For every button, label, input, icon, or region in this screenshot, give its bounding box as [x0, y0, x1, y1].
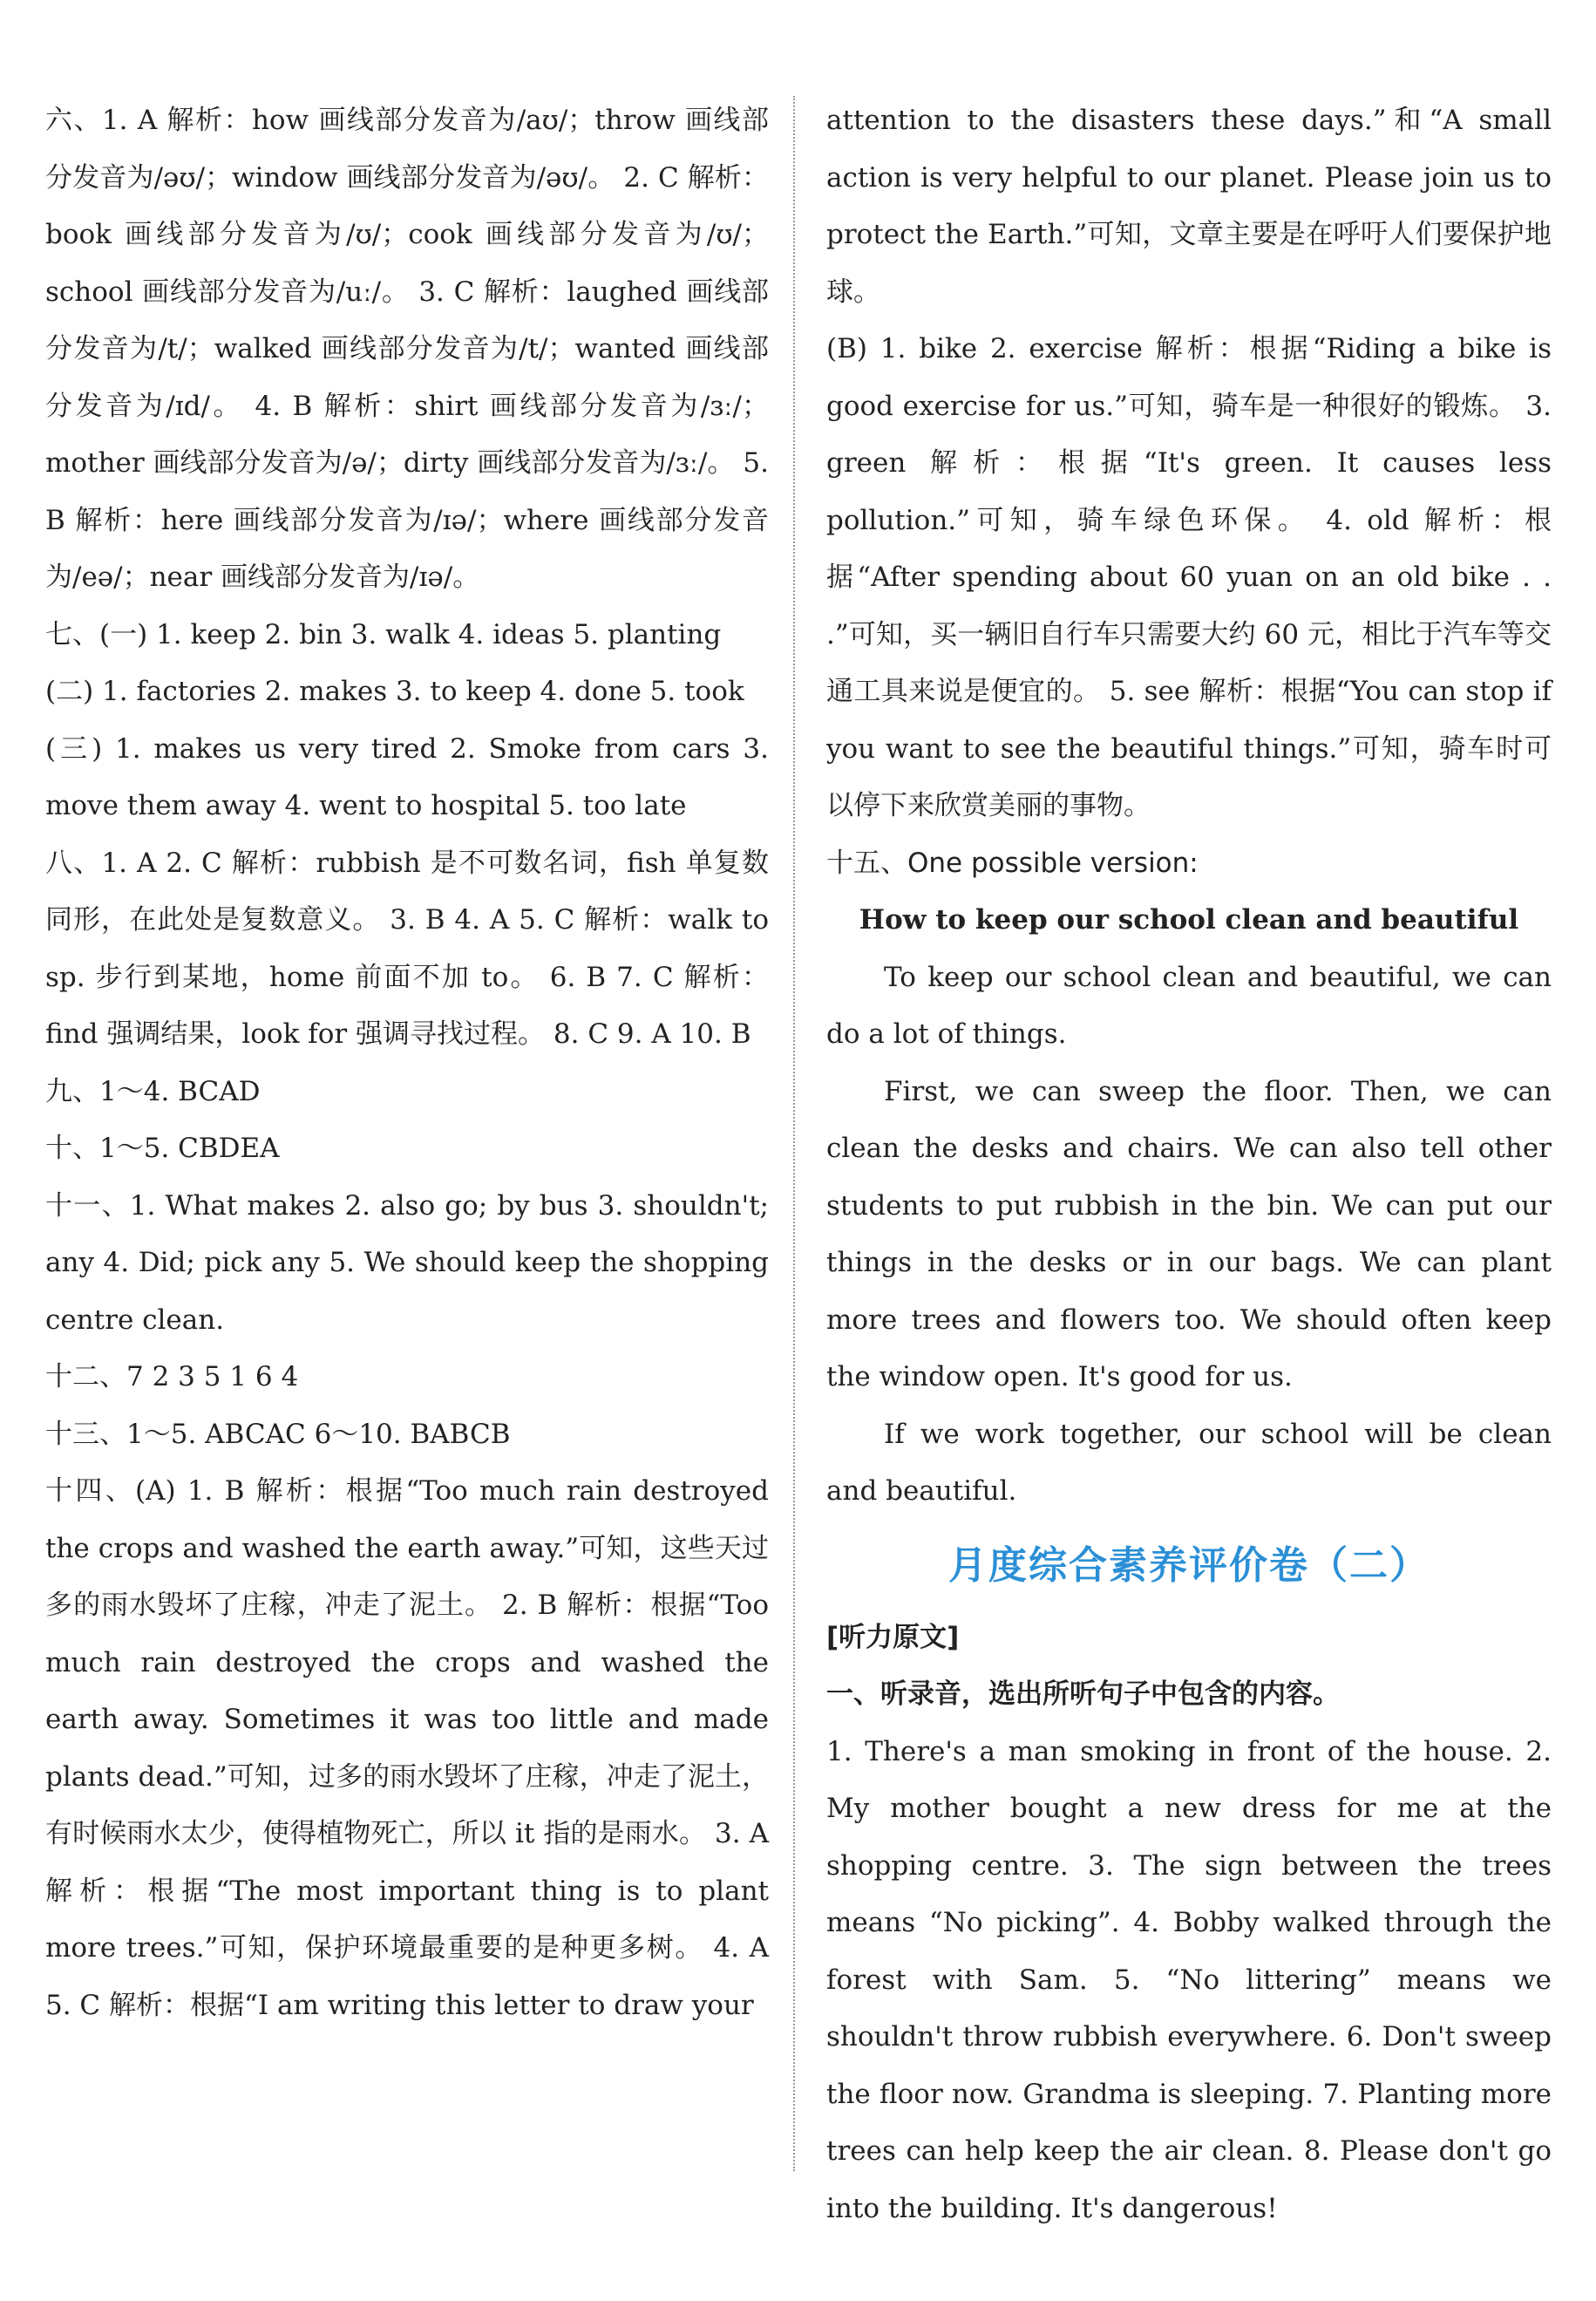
column-divider [793, 96, 795, 2171]
answer-section-8: 八、1. A 2. C 解析：rubbish 是不可数名词，fish 单复数同形，在此处是复数意义。 3. B 4. A 5. C 解析：walk to sp. 步行到某地，home 前面不加 to。 6. B 7. C 解析：find 强调结果，look for 强调寻找过程。 8. C 9. A 10. B [45, 847, 769, 1050]
answer-section-14b: (B) 1. bike 2. exercise 解析：根据“Riding a bike is good exercise for us.”可知，骑车是一种很好的锻炼。 3. green 解析：根据“It's green. It causes less pollution.”可知，骑车绿色环保。 4. old 解析：根据“After spending about 60 yuan on an old bike . . .”可知，买一辆旧自行车只需要大约 60 元，相比于汽车等交通工具来说是便宜的。 5. see 解析：根据“You can stop if you want to see the beautiful things.”可知，骑车时可以停下来欣赏美丽的事物。 [826, 333, 1552, 821]
answer-section-13: 十三、1～5. ABCAC 6～10. BABCB [45, 1418, 511, 1450]
answer-section-6: 六、1. A 解析：how 画线部分发音为/aʊ/；throw 画线部分发音为/əʊ/；window 画线部分发音为/əʊ/。 2. C 解析：book 画线部分发音为/ʊ/；cook 画线部分发音为/ʊ/；school 画线部分发音为/uː/。 3. C 解析：laughed 画线部分发音为/t/；walked 画线部分发音为/t/；wanted 画线部分发音为/ɪd/。 4. B 解析：shirt 画线部分发音为/ɜː/；mother 画线部分发音为/ə/；dirty 画线部分发音为/ɜː/。 5. B 解析：here 画线部分发音为/ɪə/；where 画线部分发音为/eə/；near 画线部分发音为/ɪə/。 [45, 105, 769, 593]
essay-paragraph: To keep our school clean and beautiful, we can do a lot of things. [826, 961, 1552, 1050]
section-title: 月度综合素养评价卷（二） [948, 1542, 1430, 1588]
answer-14a-continued: attention to the disasters these days.”和“A small action is very helpful to our planet. Please join us to protect the Earth.”可知，文章主要是在呼吁人们要保护地球。 [826, 105, 1552, 308]
answer-section-11: 十一、1. What makes 2. also go; by bus 3. shouldn't; any 4. Did; pick any 5. We should keep the shopping centre clean. [45, 1189, 769, 1336]
listening-heading: 一、听录音，选出所听句子中包含的内容。 [826, 1678, 1340, 1710]
answer-section-14a: 十四、(A) 1. B 解析：根据“Too much rain destroyed the crops and washed the earth away.”可知，这些天过多的雨水毁坏了庄稼，冲走了泥土。 2. B 解析：根据“Too much rain destroyed the crops and washed the earth away. Sometimes it was too little and made plants dead.”可知，过多的雨水毁坏了庄稼，冲走了泥土，有时候雨水太少，使得植物死亡，所以 it 指的是雨水。 3. A 解析：根据“The most important thing is to plant more trees.”可知，保护环境最重要的是种更多树。 4. A 5. C 解析：根据“I am writing this letter to draw your [45, 1475, 769, 2021]
answer-section-9: 九、1～4. BCAD [45, 1075, 261, 1107]
essay-paragraph: First, we can sweep the floor. Then, we can clean the desks and chairs. We can also tell other students to put rubbish in the bin. We can put our things in the desks or in our bags. We can plant more trees and flowers too. We should often keep the window open. It's good for us. [826, 1075, 1552, 1392]
essay-title: How to keep our school clean and beautiful [859, 904, 1519, 936]
answer-section-7-2: (二) 1. factories 2. makes 3. to keep 4. done 5. took [45, 676, 744, 707]
answer-section-7-1: 七、(一) 1. keep 2. bin 3. walk 4. ideas 5. planting [45, 618, 722, 650]
answer-section-12: 十二、7 2 3 5 1 6 4 [45, 1361, 299, 1392]
left-column [45, 92, 769, 2034]
right-column [826, 92, 1552, 2237]
essay-paragraph: If we work together, our school will be clean and beautiful. [826, 1418, 1552, 1507]
answer-section-7-3: (三) 1. makes us very tired 2. Smoke from cars 3. move them away 4. went to hospital 5. too late [45, 732, 769, 821]
listening-label: [听力原文] [826, 1621, 960, 1653]
answer-section-15-label: 十五、One possible version: [826, 847, 1199, 879]
listening-text: 1. There's a man smoking in front of the house. 2. My mother bought a new dress for me at the shopping centre. 3. The sign between the trees means “No picking”. 4. Bobby walked through the forest with Sam. 5. “No littering” means we shouldn't throw rubbish everywhere. 6. Don't sweep the floor now. Grandma is sleeping. 7. Planting more trees can help keep the air clean. 8. Please don't go into the building. It's dangerous! [826, 1735, 1552, 2224]
answer-section-10: 十、1～5. CBDEA [45, 1133, 280, 1164]
